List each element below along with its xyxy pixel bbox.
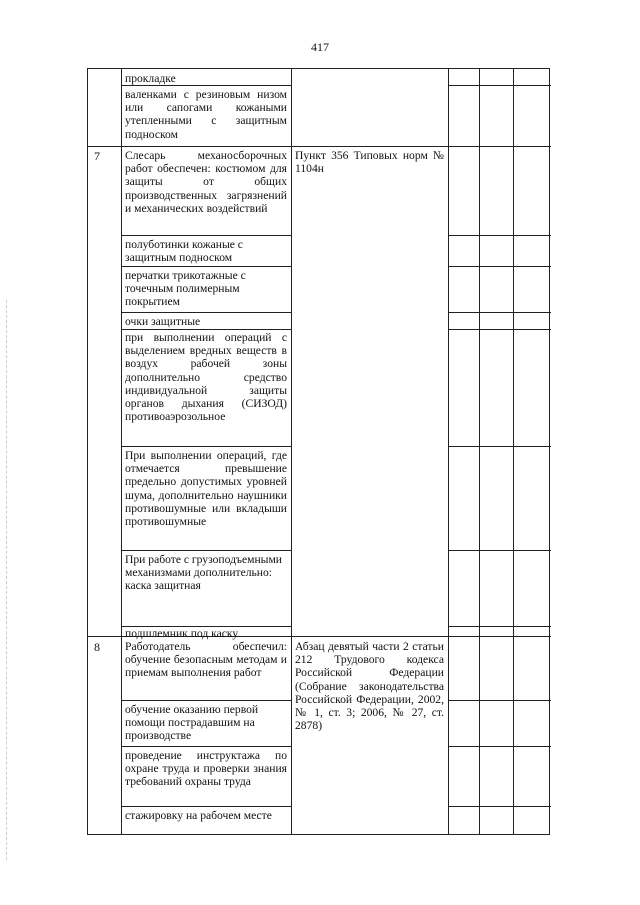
sub-row-divider: [121, 550, 291, 551]
equipment-item: прокладке: [125, 72, 176, 85]
legal-reference: Пункт 356 Типовых норм № 1104н: [295, 149, 444, 176]
col-divider: [513, 69, 514, 834]
row-number: 7: [94, 149, 100, 163]
sub-row-divider: [121, 235, 291, 236]
requirements-table: [87, 68, 550, 835]
sub-row-divider: [121, 806, 291, 807]
sub-row-divider: [448, 746, 551, 747]
sub-row-divider: [121, 700, 291, 701]
equipment-item: Слесарь механосборочных работ обеспечен: костюмом для защиты от общих производственных загрязнений и механических воздействий: [125, 149, 287, 215]
sub-row-divider: [448, 329, 551, 330]
sub-row-divider: [121, 329, 291, 330]
sub-row-divider: [448, 700, 551, 701]
equipment-item: очки защитные: [125, 315, 201, 328]
sub-row-divider: [121, 312, 291, 313]
sub-row-divider: [448, 550, 551, 551]
equipment-item: полуботинки кожаные с защитным подноском: [125, 238, 243, 265]
row-divider: [448, 85, 551, 86]
requirement-item: проведение инструктажа по охране труда и проверки знания требований охраны труда: [125, 749, 287, 789]
requirement-item: Работодатель обеспечил: обучение безопасным методам и приемам выполнения работ: [125, 640, 287, 680]
sub-row-divider: [448, 235, 551, 236]
equipment-item: подшлемник под каску: [125, 627, 239, 640]
page-number: 417: [311, 40, 329, 54]
sub-row-divider: [121, 746, 291, 747]
equipment-item: валенками с резиновым низом или сапогами кожаными утепленными с защитным подноском: [125, 88, 287, 141]
col-divider: [479, 69, 480, 834]
equipment-item: перчатки трикотажные с точечным полимерным покрытием: [125, 269, 246, 309]
requirement-item: обучение оказанию первой помощи пострадавшим на производстве: [125, 703, 259, 743]
equipment-item: При выполнении операций, где отмечается превышение предельно допустимых уровней шума, дополнительно наушники противошумные или вкладыши противошумные: [125, 449, 287, 529]
sub-row-divider: [448, 266, 551, 267]
sub-row-divider: [448, 446, 551, 447]
sub-row-divider: [448, 626, 551, 627]
sub-row-divider: [121, 266, 291, 267]
row-divider: [88, 146, 551, 147]
sub-row-divider: [448, 806, 551, 807]
equipment-item: При работе с грузоподъемными механизмами дополнительно: каска защитная: [125, 553, 282, 593]
legal-reference: Абзац девятый части 2 статьи 212 Трудового кодекса Российской Федерации (Собрание законодательства Российской Федерации, 2002, № 1, ст. 3; 2006, № 27, ст. 2878): [295, 640, 444, 733]
requirement-item: стажировку на рабочем месте: [125, 809, 272, 822]
sub-row-divider: [121, 446, 291, 447]
row-number: 8: [94, 640, 100, 654]
equipment-item: при выполнении операций с выделением вредных веществ в воздух рабочей зоны дополнительно средство индивидуальной защиты органов дыхания (СИЗОД) противоаэрозольное: [125, 331, 287, 424]
col-divider: [448, 69, 449, 834]
scan-edge-mark: [6, 300, 8, 860]
sub-row-divider: [448, 312, 551, 313]
